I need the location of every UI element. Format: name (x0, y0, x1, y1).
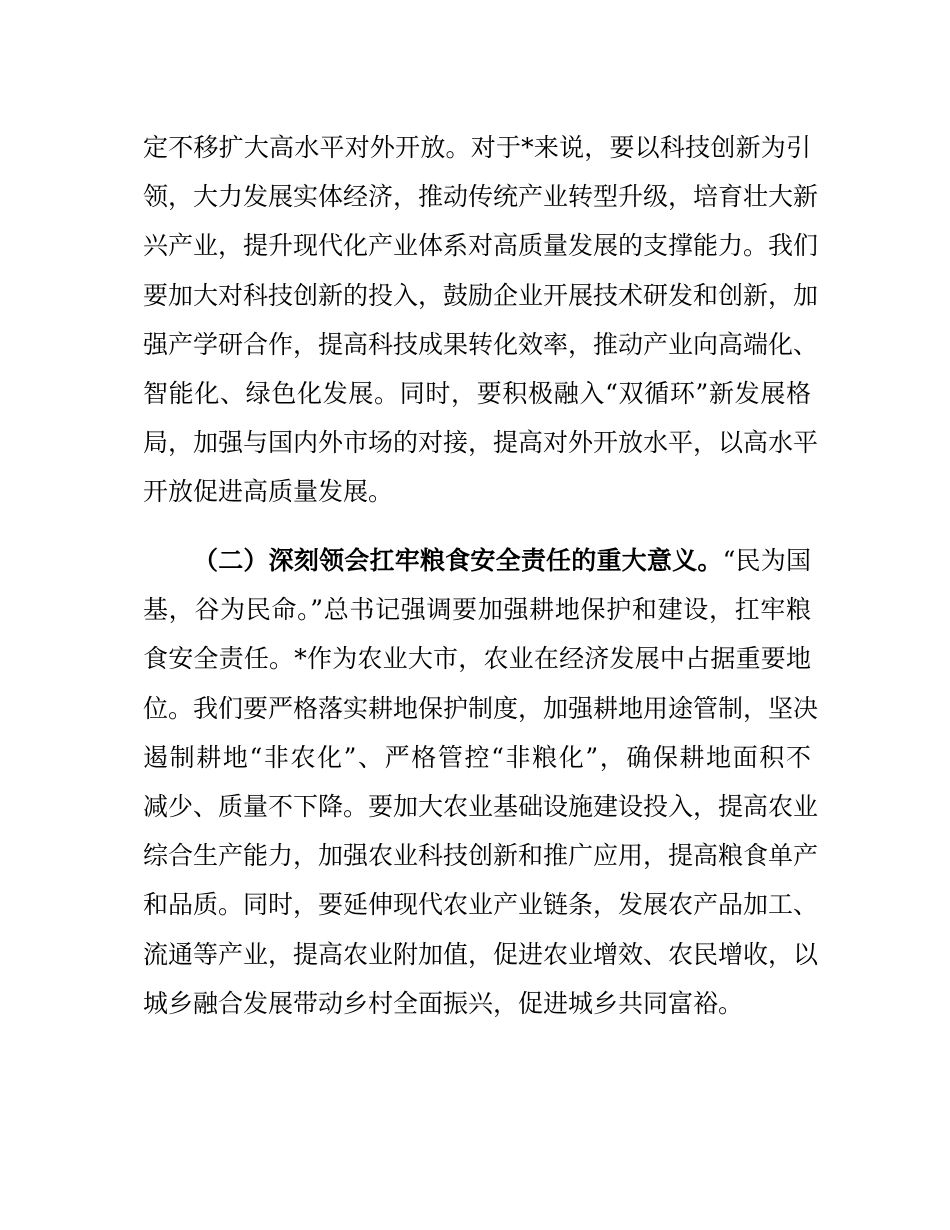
paragraph-line: 遏制耕地“非农化”、严格管控“非粮化”，确保耕地面积不 (143, 742, 811, 772)
paragraph-line: 综合生产能力，加强农业科技创新和推广应用，提高粮食单产 (143, 841, 819, 871)
paragraph-line: 局，加强与国内外市场的对接，提高对外开放水平，以高水平 (143, 428, 819, 458)
paragraph-food-security (143, 536, 819, 1028)
paragraph-line: 要加大对科技创新的投入，鼓励企业开展技术研发和创新，加 (143, 280, 819, 310)
paragraph-line: 和品质。同时，要延伸现代农业产业链条，发展农产品加工、 (143, 890, 819, 920)
paragraph-line: 流通等产业，提高农业附加值，促进农业增效、农民增收，以 (143, 939, 819, 969)
paragraph-line: 强产学研合作，提高科技成果转化效率，推动产业向高端化、 (143, 329, 819, 359)
paragraph-line: 基，谷为民命。”总书记强调要加强耕地保护和建设，扛牢粮 (143, 595, 811, 625)
section-heading: （二）深刻领会扛牢粮食安全责任的重大意义。 (193, 546, 723, 575)
paragraph-line: 领，大力发展实体经济，推动传统产业转型升级，培育壮大新 (143, 182, 819, 212)
paragraph-line: 城乡融合发展带动乡村全面振兴，促进城乡共同富裕。 (143, 988, 744, 1018)
paragraph-line: 开放促进高质量发展。 (143, 477, 394, 507)
paragraph-line: 位。我们要严格落实耕地保护制度，加强耕地用途管制，坚决 (143, 693, 819, 723)
paragraph-line: 兴产业，提升现代化产业体系对高质量发展的支撑能力。我们 (143, 231, 819, 261)
paragraph-line: 食安全责任。*作为农业大市，农业在经济发展中占据重要地 (143, 644, 811, 674)
paragraph-line: 定不移扩大高水平对外开放。对于*来说，要以科技创新为引 (143, 133, 811, 162)
paragraph-first-line (143, 536, 811, 585)
paragraph-line: 减少、质量不下降。要加大农业基础设施建设投入，提高农业 (143, 791, 819, 821)
paragraph-line: 智能化、绿色化发展。同时，要积极融入“双循环”新发展格 (143, 378, 811, 408)
heading-continuation: “民为国 (722, 546, 811, 575)
paragraph-open-economy (143, 123, 819, 517)
